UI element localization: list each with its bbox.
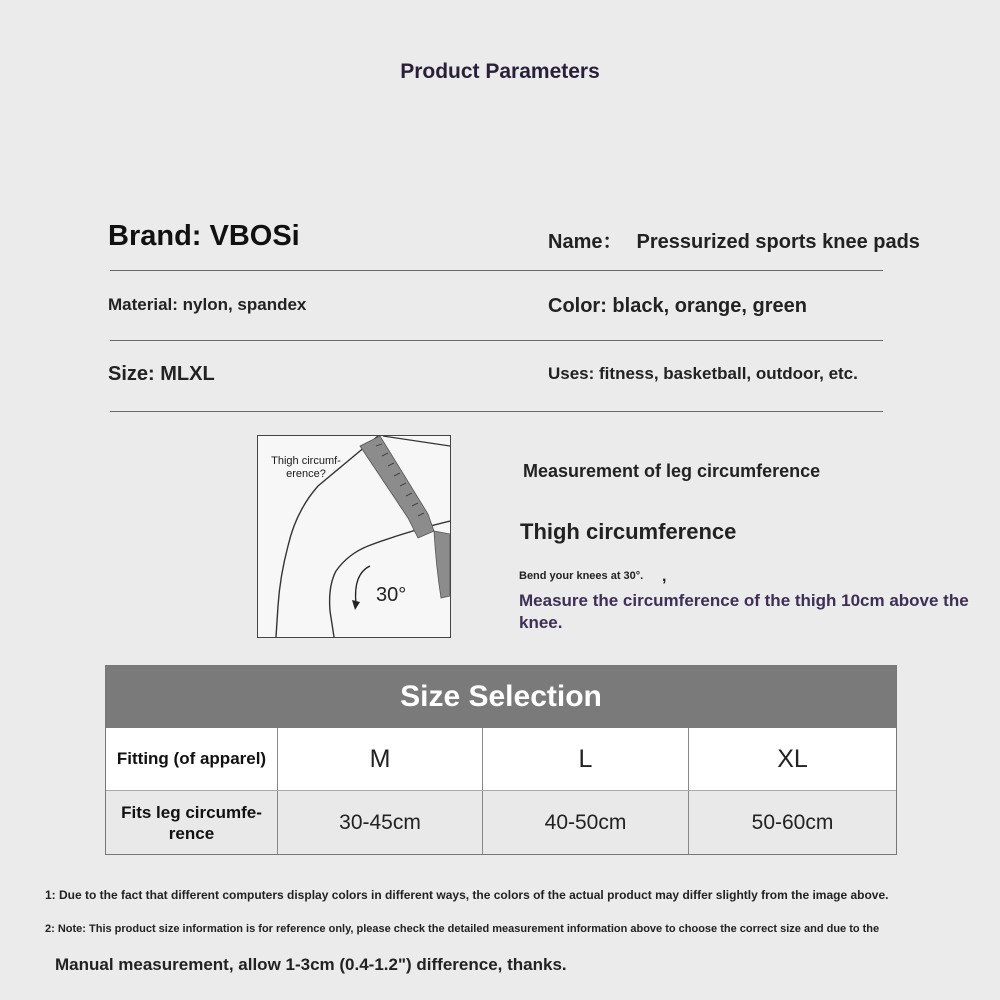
uses-text: Uses: fitness, basketball, outdoor, etc. — [548, 364, 858, 383]
divider — [110, 411, 883, 412]
diagram-label-line1: Thigh circumf- — [271, 455, 341, 467]
footnote-1: 1: Due to the fact that different computers display colors in different ways, the colors of the actual product may differ slightly from the image above. — [45, 888, 889, 902]
size-l: L — [578, 744, 593, 773]
divider — [110, 340, 883, 341]
divider — [110, 270, 883, 271]
size-text: Size: MLXL — [108, 363, 215, 385]
bend-instruction: Bend your knees at 30°. — [519, 570, 644, 582]
product-name — [548, 225, 920, 254]
size-table-title: Size Selection — [106, 666, 896, 728]
row-label-fitting: Fitting (of apparel) — [116, 749, 267, 768]
size-m: M — [369, 744, 391, 773]
thigh-title: Thigh circumference — [520, 519, 737, 544]
brand-text: Brand: VBOSi — [108, 220, 300, 252]
footnote-3: Manual measurement, allow 1-3cm (0.4-1.2") difference, thanks. — [55, 955, 567, 974]
size-xl: XL — [777, 744, 808, 773]
range-xl: 50-60cm — [689, 791, 896, 854]
leg-measurement-diagram — [257, 435, 451, 638]
angle-label: 30° — [376, 584, 407, 606]
name-label: Name： — [548, 231, 623, 253]
tick-mark: , — [662, 568, 667, 585]
diagram-label-line2: erence? — [286, 468, 326, 480]
color-text: Color: black, orange, green — [548, 295, 807, 317]
range-m: 30-45cm — [278, 791, 482, 854]
footnote-2: 2: Note: This product size information is for reference only, please check the detailed measurement information above to choose the correct size and due to the — [45, 923, 880, 935]
measurement-title: Measurement of leg circumference — [523, 461, 821, 481]
material-text: Material: nylon, spandex — [108, 295, 307, 314]
name-value: Pressurized sports knee pads — [636, 231, 920, 253]
page-title: Product Parameters — [400, 60, 600, 83]
diagram-label — [260, 455, 352, 481]
range-l: 40-50cm — [483, 791, 688, 854]
row-label-circumference: Fits leg circumfe- rence — [106, 791, 277, 854]
measure-instruction: Measure the circumference of the thigh 10cm above the knee. — [519, 591, 969, 632]
size-table — [105, 665, 897, 855]
